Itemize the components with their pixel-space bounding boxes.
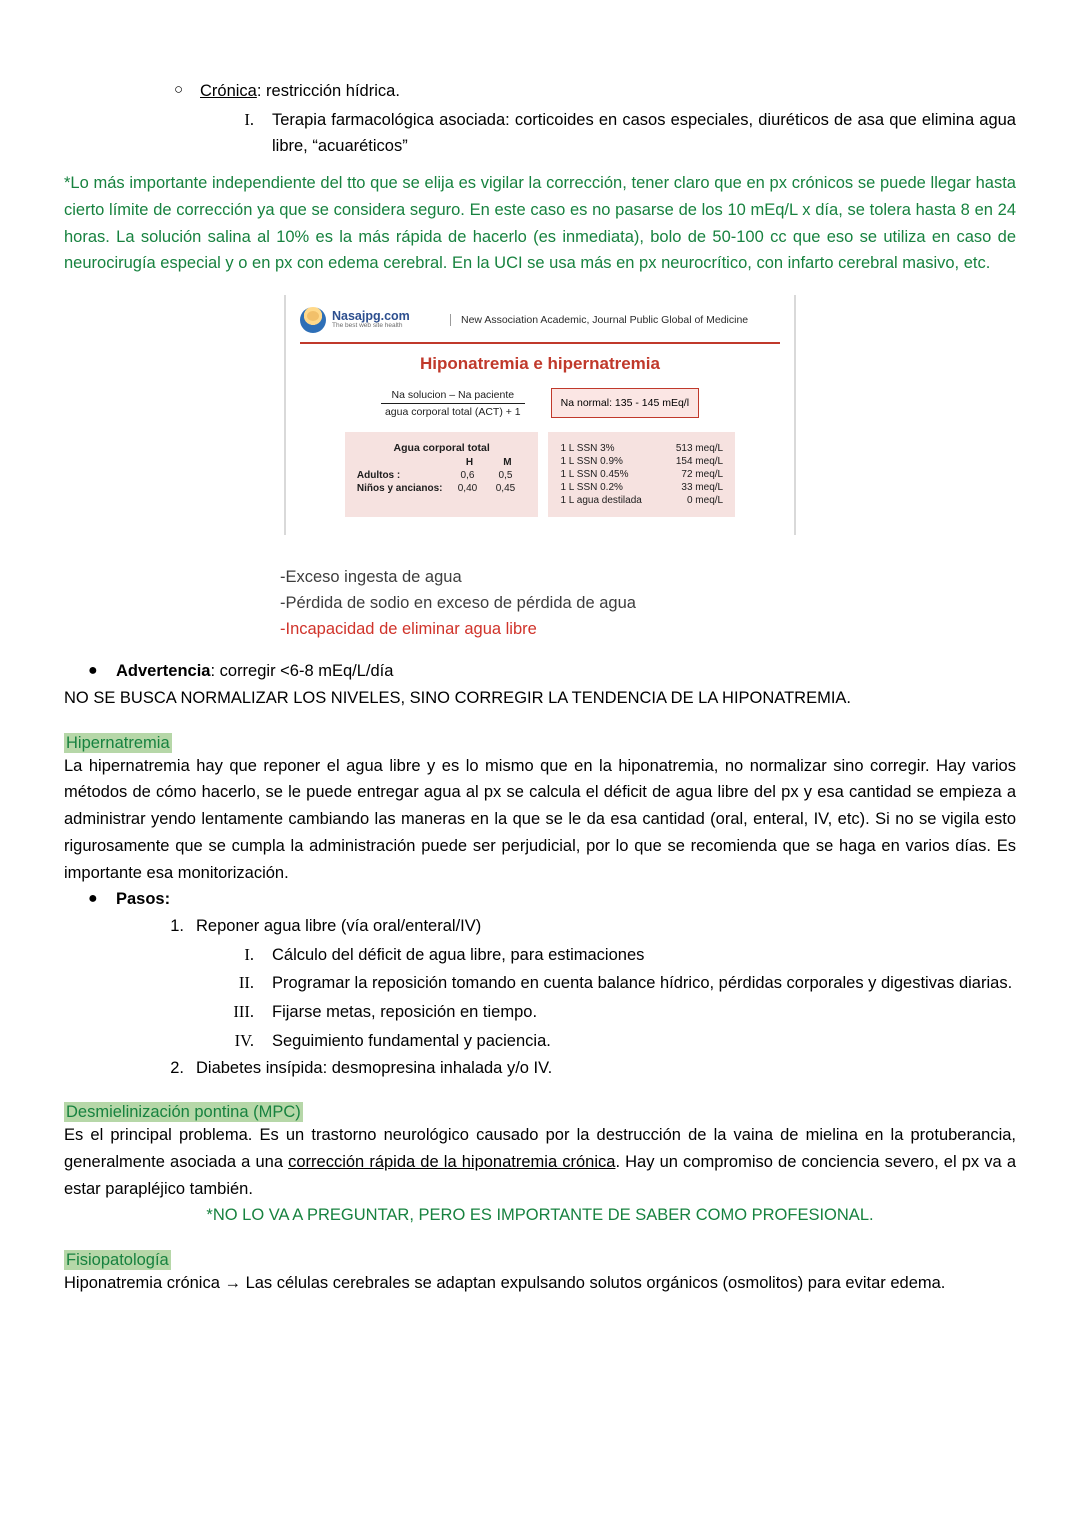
number-marker-1: 1. bbox=[170, 916, 184, 935]
formula-denominator: agua corporal total (ACT) + 1 bbox=[381, 403, 525, 418]
ssn-value: 513 meq/L bbox=[675, 443, 724, 455]
act-row-m: 0,45 bbox=[495, 483, 516, 495]
association-text: New Association Academic, Journal Public Global of Medicine bbox=[450, 314, 780, 326]
brand-tagline: The best web site health bbox=[332, 322, 403, 330]
list-item-terapia bbox=[214, 107, 1016, 160]
act-table bbox=[357, 456, 527, 495]
advertencia-rest: : corregir <6-8 mEq/L/día bbox=[210, 662, 394, 681]
roman-marker-i: I. bbox=[244, 944, 254, 964]
advertencia-text bbox=[116, 658, 393, 685]
table-row bbox=[560, 494, 723, 507]
ssn-label: 1 L SSN 0.2% bbox=[560, 482, 623, 494]
mpc-text-b: . Hay un compromiso de conciencia severo, el px va a estar parapléjico también. bbox=[64, 1153, 1016, 1198]
list-item-subpaso-ii bbox=[214, 970, 1016, 997]
causa-line-3: -Incapacidad de eliminar agua libre bbox=[280, 619, 537, 638]
table-row bbox=[357, 469, 527, 482]
slide-card bbox=[284, 295, 796, 535]
causa-line-1: -Exceso ingesta de agua bbox=[280, 568, 462, 587]
list-item-cronica bbox=[174, 78, 1016, 105]
ssn-label: 1 L SSN 3% bbox=[560, 443, 615, 455]
act-header-m: M bbox=[503, 457, 512, 469]
roman-marker-ii: II. bbox=[238, 973, 254, 993]
slide-divider bbox=[300, 342, 780, 344]
list-item-subpaso-iv bbox=[214, 1028, 1016, 1055]
heading-mpc: Desmielinización pontina (MPC) bbox=[66, 1103, 301, 1122]
bullet-icon: ● bbox=[88, 890, 98, 908]
brand-block bbox=[300, 307, 440, 333]
list-item-subpaso-i bbox=[214, 942, 1016, 969]
cronica-text bbox=[200, 78, 400, 105]
ssn-table bbox=[560, 442, 723, 507]
pasos-label: Pasos: bbox=[116, 890, 171, 909]
nota-verde-correccion: *Lo más importante independiente del tto que se elija es vigilar la corrección, tener claro que en px crónicos se puede llegar hasta cierto límite de corrección ya que se considera seguro. En este caso es no pasarse de los 10 mEq/L x día, se tolera hasta 8 en 24 horas. La solución salina al 10% es la más rápida de hacerlo (es inmediata), bolo de 50-100 cc que eso se utiliza en caso de neurocirugía especial y o en px con edema cerebral. En la UCI se usa más en px neurocrítico, con infarto cerebral masivo, etc. bbox=[64, 174, 1016, 273]
ssn-table-box bbox=[548, 432, 735, 517]
ssn-value: 0 meq/L bbox=[686, 495, 724, 507]
mpc-nota-verde: *NO LO VA A PREGUNTAR, PERO ES IMPORTANTE DE SABER COMO PROFESIONAL. bbox=[206, 1206, 874, 1225]
act-table-box bbox=[345, 432, 539, 517]
subpaso-iii-text: Fijarse metas, reposición en tiempo. bbox=[272, 1003, 538, 1022]
nota-mayusculas: NO SE BUSCA NORMALIZAR LOS NIVELES, SINO CORREGIR LA TENDENCIA DE LA HIPONATREMIA. bbox=[64, 688, 851, 707]
advertencia-label: Advertencia bbox=[116, 662, 211, 681]
causas-hiponatremia bbox=[280, 565, 1016, 642]
ssn-label: 1 L SSN 0.9% bbox=[560, 456, 623, 468]
brand-name: Nasajpg.com bbox=[332, 309, 410, 324]
act-row-label: Niños y ancianos: bbox=[356, 483, 443, 495]
list-item-paso-1 bbox=[160, 913, 1016, 940]
slide-title: Hiponatremia e hipernatremia bbox=[420, 354, 660, 374]
heading-hipernatremia: Hipernatremia bbox=[66, 733, 170, 752]
act-title: Agua corporal total bbox=[393, 442, 490, 455]
heading-fisiopatologia: Fisiopatología bbox=[66, 1251, 169, 1270]
heading-fisiopatologia-wrap bbox=[64, 1251, 1016, 1270]
roman-marker-iv: IV. bbox=[234, 1030, 254, 1050]
table-row bbox=[560, 468, 723, 481]
roman-marker-i: I. bbox=[244, 109, 254, 129]
mpc-text-underlined: corrección rápida de la hiponatremia crónica bbox=[288, 1153, 616, 1172]
bullet-icon: ● bbox=[88, 662, 98, 680]
ssn-value: 72 meq/L bbox=[681, 469, 724, 481]
fisiopatologia-paragraph: Hiponatremia crónica → Las células cerebrales se adaptan expulsando solutos orgánicos (osmolitos) para evitar edema. bbox=[64, 1274, 946, 1293]
paso-1-text: Reponer agua libre (vía oral/enteral/IV) bbox=[196, 916, 482, 935]
heading-mpc-wrap bbox=[64, 1103, 1016, 1122]
ssn-value: 154 meq/L bbox=[675, 456, 724, 468]
subpaso-ii-text: Programar la reposición tomando en cuenta balance hídrico, pérdidas corporales y digestivas diarias. bbox=[272, 974, 1013, 993]
number-marker-2: 2. bbox=[170, 1058, 184, 1077]
heading-hipernatremia-wrap bbox=[64, 734, 1016, 753]
roman-marker-iii: III. bbox=[233, 1002, 254, 1022]
table-row bbox=[560, 455, 723, 468]
circle-bullet-icon: ○ bbox=[174, 81, 184, 98]
formula-numerator: Na solucion – Na paciente bbox=[391, 388, 515, 401]
table-row bbox=[560, 442, 723, 455]
act-row-m: 0,5 bbox=[498, 470, 513, 482]
mpc-paragraph bbox=[64, 1122, 1016, 1202]
list-item-subpaso-iii bbox=[214, 999, 1016, 1026]
subpaso-i-text: Cálculo del déficit de agua libre, para estimaciones bbox=[272, 945, 645, 964]
cronica-label: Crónica bbox=[200, 82, 257, 100]
brand-text bbox=[332, 310, 410, 330]
act-row-h: 0,6 bbox=[460, 470, 475, 482]
act-row-label: Adultos : bbox=[356, 470, 401, 482]
table-row bbox=[357, 456, 527, 469]
slide-header bbox=[300, 307, 780, 339]
ssn-value: 33 meq/L bbox=[681, 482, 724, 494]
list-item-advertencia bbox=[88, 658, 1016, 685]
avatar-icon bbox=[300, 307, 326, 333]
list-item-paso-2 bbox=[160, 1055, 1016, 1082]
table-row bbox=[560, 481, 723, 494]
terapia-text: Terapia farmacológica asociada: corticoides en casos especiales, diuréticos de asa que elimina agua libre, “acuaréticos” bbox=[272, 110, 1016, 156]
list-item-pasos bbox=[88, 886, 1016, 913]
act-empty-cell bbox=[357, 456, 451, 469]
formula-fraction bbox=[381, 389, 525, 418]
formula-row bbox=[300, 388, 780, 418]
subpaso-iv-text: Seguimiento fundamental y paciencia. bbox=[272, 1031, 551, 1050]
ssn-label: 1 L agua destilada bbox=[560, 495, 642, 507]
paso-2-text: Diabetes insípida: desmopresina inhalada y/o IV. bbox=[196, 1058, 553, 1077]
ssn-label: 1 L SSN 0.45% bbox=[560, 469, 629, 481]
causa-line-2: -Pérdida de sodio en exceso de pérdida de agua bbox=[280, 593, 636, 612]
act-header-h: H bbox=[465, 457, 474, 469]
hipernatremia-paragraph: La hipernatremia hay que reponer el agua libre y es lo mismo que en la hiponatremia, no normalizar sino corregir. Hay varios métodos de cómo hacerlo, se le puede entregar agua al px se calcula el déficit de agua libre del px y esa cantidad se empieza a administrar yendo lentamente cambiando las maneras en la que se le da esa cantidad (oral, enteral, IV, etc). Si no se vigila esto rigurosamente que se cumpla la administración puede ser perjudicial, por lo que se recomienda que se haga en varios días. Es importante esa monitorización. bbox=[64, 756, 1016, 882]
na-normal-box: Na normal: 135 - 145 mEq/l bbox=[551, 388, 699, 418]
cronica-rest: : restricción hídrica. bbox=[256, 82, 400, 100]
slide-tables-row bbox=[300, 432, 780, 517]
figure-hiponatremia bbox=[64, 295, 1016, 535]
act-row-h: 0,40 bbox=[457, 483, 478, 495]
mpc-text-a: Es el principal problema. Es un trastorno neurológico causado por la destrucción de la vaina de mielina en la protuberancia, generalmente asociada a una bbox=[64, 1126, 1016, 1172]
table-row bbox=[357, 482, 527, 495]
